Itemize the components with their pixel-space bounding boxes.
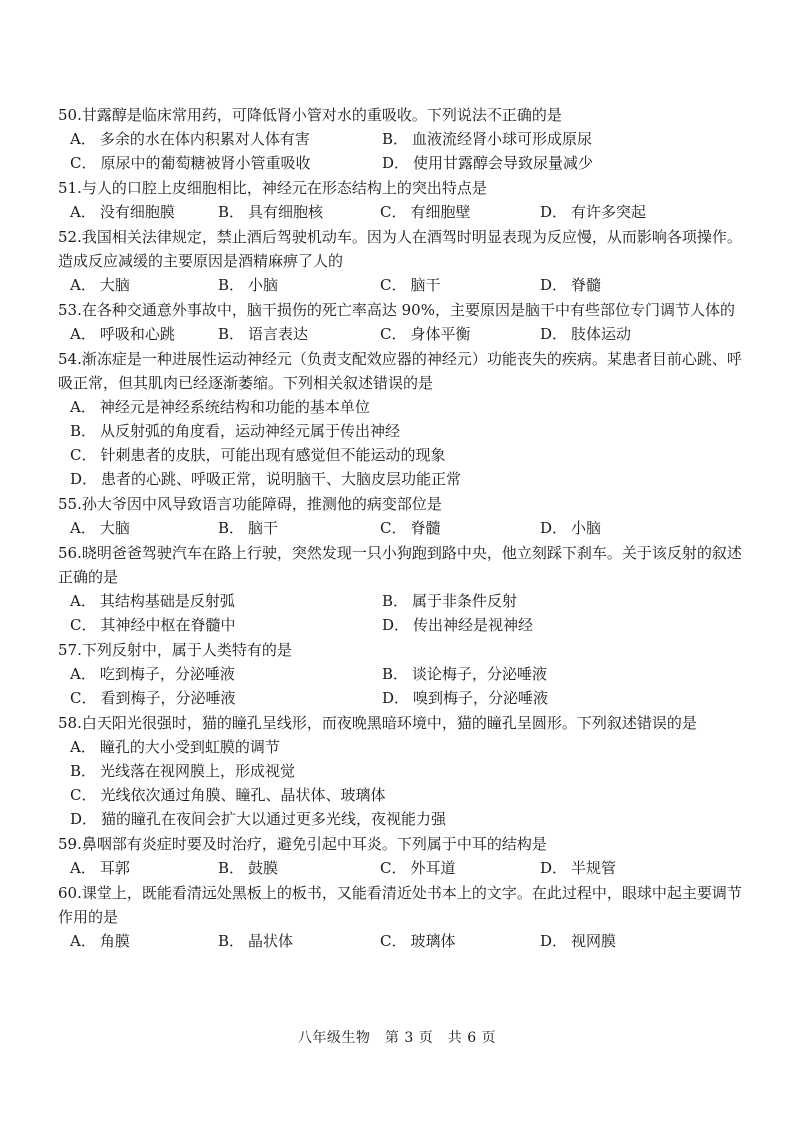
- option-letter: D．: [540, 519, 568, 537]
- option-c: [380, 856, 540, 880]
- question-text: 渐冻症是一种进展性运动神经元（负责支配效应器的神经元）功能丧失的疾病。某患者目前心跳、呼吸正常，但其肌肉已经逐渐萎缩。下列相关叙述错误的是: [58, 350, 742, 392]
- option-letter: A．: [70, 203, 96, 221]
- option-list: [58, 662, 748, 710]
- option-letter: A．: [70, 398, 96, 416]
- option-a: [70, 273, 218, 297]
- option-text: 吃到梅子，分泌唾液: [99, 665, 235, 683]
- question-stem: [58, 176, 748, 200]
- option-letter: C．: [380, 276, 407, 294]
- option-text: 光线依次通过角膜、瞳孔、晶状体、玻璃体: [100, 786, 386, 804]
- question-59: [58, 832, 748, 880]
- option-letter: C．: [70, 446, 97, 464]
- option-text: 脊髓: [410, 519, 441, 537]
- option-text: 脑干: [410, 276, 441, 294]
- option-c: [70, 151, 382, 175]
- option-letter: B．: [218, 859, 245, 877]
- option-letter: C．: [380, 859, 407, 877]
- question-text: 甘露醇是临床常用药，可降低肾小管对水的重吸收。下列说法不正确的是: [81, 106, 562, 124]
- option-c: [70, 686, 382, 710]
- option-text: 针刺患者的皮肤，可能出现有感觉但不能运动的现象: [100, 446, 446, 464]
- option-c: [380, 516, 540, 540]
- option-b: [218, 273, 380, 297]
- option-text: 患者的心跳、呼吸正常，说明脑干、大脑皮层功能正常: [101, 470, 462, 488]
- option-c: [380, 929, 540, 953]
- option-text: 谈论梅子，分泌唾液: [412, 665, 548, 683]
- option-d: [70, 467, 748, 491]
- question-text: 与人的口腔上皮细胞相比，神经元在形态结构上的突出特点是: [81, 179, 487, 197]
- question-text: 晓明爸爸驾驶汽车在路上行驶，突然发现一只小狗跑到路中央，他立刻踩下刹车。关于该反射的叙述正确的是: [58, 544, 742, 586]
- option-b: [218, 200, 380, 224]
- option-list: [58, 273, 748, 297]
- option-text: 脊髓: [571, 276, 602, 294]
- option-c: [380, 322, 540, 346]
- option-c: [380, 273, 540, 297]
- page-footer: 八年级生物 第 3 页 共 6 页: [297, 1030, 497, 1046]
- option-text: 小脑: [571, 519, 602, 537]
- option-text: 看到梅子，分泌唾液: [100, 689, 236, 707]
- option-text: 从反射弧的角度看，运动神经元属于传出神经: [100, 422, 401, 440]
- option-letter: A．: [70, 325, 96, 343]
- option-a: [70, 200, 218, 224]
- question-stem: [58, 711, 748, 735]
- option-letter: C．: [70, 689, 97, 707]
- question-number: 58.: [58, 714, 82, 732]
- option-b: [382, 589, 748, 613]
- question-60: [58, 881, 748, 953]
- option-a: [70, 395, 748, 419]
- question-58: [58, 711, 748, 831]
- question-stem: [58, 225, 748, 273]
- question-number: 53.: [58, 301, 82, 319]
- option-letter: D．: [540, 325, 568, 343]
- option-text: 光线落在视网膜上，形成视觉: [100, 762, 296, 780]
- option-d: [70, 807, 748, 831]
- option-text: 呼吸和心跳: [99, 325, 175, 343]
- question-text: 在各种交通意外事故中，脑干损伤的死亡率高达 90%，主要原因是脑干中有些部位专门调节人体的: [81, 301, 735, 319]
- option-letter: D．: [540, 276, 568, 294]
- question-number: 59.: [58, 835, 82, 853]
- option-d: [540, 856, 748, 880]
- option-letter: D．: [382, 154, 410, 172]
- exam-page: [58, 103, 748, 954]
- option-text: 多余的水在体内积累对人体有害: [99, 130, 310, 148]
- option-text: 使用甘露醇会导致尿量减少: [413, 154, 594, 172]
- option-c: [380, 200, 540, 224]
- option-letter: B．: [382, 592, 409, 610]
- option-list: [58, 735, 748, 831]
- option-text: 耳郭: [99, 859, 130, 877]
- question-54: [58, 347, 748, 491]
- question-stem: [58, 347, 748, 395]
- option-text: 属于非条件反射: [412, 592, 518, 610]
- option-letter: D．: [382, 689, 410, 707]
- question-text: 鼻咽部有炎症时要及时治疗，避免引起中耳炎。下列属于中耳的结构是: [81, 835, 547, 853]
- option-letter: B．: [70, 422, 97, 440]
- option-b: [218, 929, 380, 953]
- option-letter: B．: [218, 932, 245, 950]
- option-text: 视网膜: [571, 932, 617, 950]
- question-text: 白天阳光很强时，猫的瞳孔呈线形，而夜晚黑暗环境中，猫的瞳孔呈圆形。下列叙述错误的是: [81, 714, 697, 732]
- option-text: 嗅到梅子，分泌唾液: [413, 689, 549, 707]
- option-text: 具有细胞核: [248, 203, 324, 221]
- option-letter: C．: [70, 616, 97, 634]
- option-text: 肢体运动: [571, 325, 632, 343]
- option-letter: B．: [382, 130, 409, 148]
- option-d: [540, 200, 748, 224]
- option-text: 猫的瞳孔在夜间会扩大以通过更多光线，夜视能力强: [101, 810, 447, 828]
- option-b: [382, 127, 748, 151]
- question-number: 54.: [58, 350, 82, 368]
- option-a: [70, 662, 382, 686]
- option-text: 鼓膜: [248, 859, 279, 877]
- option-letter: A．: [70, 859, 96, 877]
- question-number: 52.: [58, 228, 82, 246]
- question-55: [58, 492, 748, 540]
- option-letter: A．: [70, 519, 96, 537]
- option-list: [58, 856, 748, 880]
- question-text: 我国相关法律规定，禁止酒后驾驶机动车。因为人在酒驾时明显表现为反应慢，从而影响各项操作。造成反应减缓的主要原因是酒精麻痹了人的: [58, 228, 742, 270]
- option-text: 小脑: [248, 276, 279, 294]
- option-text: 没有细胞膜: [99, 203, 175, 221]
- option-a: [70, 322, 218, 346]
- question-stem: [58, 832, 748, 856]
- option-list: [58, 200, 748, 224]
- option-d: [540, 516, 748, 540]
- option-text: 晶状体: [248, 932, 294, 950]
- option-c: [70, 783, 748, 807]
- option-text: 大脑: [99, 276, 130, 294]
- question-51: [58, 176, 748, 224]
- question-stem: [58, 298, 748, 322]
- option-letter: B．: [218, 203, 245, 221]
- option-letter: B．: [218, 325, 245, 343]
- option-b: [218, 516, 380, 540]
- question-number: 57.: [58, 641, 82, 659]
- option-a: [70, 589, 382, 613]
- option-d: [382, 686, 748, 710]
- option-d: [540, 273, 748, 297]
- question-50: [58, 103, 748, 175]
- option-letter: A．: [70, 276, 96, 294]
- question-number: 56.: [58, 544, 82, 562]
- option-text: 大脑: [99, 519, 130, 537]
- option-b: [218, 322, 380, 346]
- option-a: [70, 127, 382, 151]
- option-letter: D．: [540, 932, 568, 950]
- option-letter: C．: [70, 154, 97, 172]
- option-letter: C．: [70, 786, 97, 804]
- option-letter: D．: [540, 859, 568, 877]
- option-a: [70, 735, 748, 759]
- option-letter: B．: [218, 276, 245, 294]
- option-d: [540, 322, 748, 346]
- option-text: 神经元是神经系统结构和功能的基本单位: [99, 398, 370, 416]
- option-c: [70, 613, 382, 637]
- option-letter: D．: [70, 810, 98, 828]
- option-b: [70, 759, 748, 783]
- option-letter: C．: [380, 325, 407, 343]
- option-letter: B．: [218, 519, 245, 537]
- option-b: [218, 856, 380, 880]
- option-letter: A．: [70, 130, 96, 148]
- option-text: 血液流经肾小球可形成原尿: [412, 130, 593, 148]
- question-number: 60.: [58, 884, 82, 902]
- option-letter: D．: [540, 203, 568, 221]
- question-53: [58, 298, 748, 346]
- question-stem: [58, 492, 748, 516]
- question-text: 下列反射中，属于人类特有的是: [81, 641, 292, 659]
- option-text: 身体平衡: [410, 325, 471, 343]
- option-text: 有细胞壁: [410, 203, 471, 221]
- option-text: 半规管: [571, 859, 617, 877]
- option-letter: A．: [70, 932, 96, 950]
- question-52: [58, 225, 748, 297]
- question-56: [58, 541, 748, 637]
- option-letter: D．: [382, 616, 410, 634]
- option-letter: D．: [70, 470, 98, 488]
- option-letter: C．: [380, 932, 407, 950]
- question-number: 51.: [58, 179, 82, 197]
- question-number: 55.: [58, 495, 82, 513]
- option-letter: C．: [380, 203, 407, 221]
- option-text: 传出神经是视神经: [413, 616, 534, 634]
- option-text: 原尿中的葡萄糖被肾小管重吸收: [100, 154, 311, 172]
- option-list: [58, 929, 748, 953]
- option-c: [70, 443, 748, 467]
- option-letter: A．: [70, 592, 96, 610]
- option-text: 瞳孔的大小受到虹膜的调节: [99, 738, 280, 756]
- option-text: 有许多突起: [571, 203, 647, 221]
- option-a: [70, 929, 218, 953]
- question-stem: [58, 638, 748, 662]
- option-a: [70, 516, 218, 540]
- option-letter: A．: [70, 738, 96, 756]
- option-letter: B．: [70, 762, 97, 780]
- option-list: [58, 322, 748, 346]
- question-text: 课堂上，既能看清远处黑板上的板书，又能看清近处书本上的文字。在此过程中，眼球中起主要调节作用的是: [58, 884, 742, 926]
- option-d: [382, 613, 748, 637]
- option-list: [58, 395, 748, 491]
- option-a: [70, 856, 218, 880]
- option-text: 其神经中枢在脊髓中: [100, 616, 236, 634]
- option-letter: B．: [382, 665, 409, 683]
- option-text: 脑干: [248, 519, 279, 537]
- question-stem: [58, 881, 748, 929]
- question-stem: [58, 103, 748, 127]
- option-d: [540, 929, 748, 953]
- question-57: [58, 638, 748, 710]
- option-list: [58, 127, 748, 175]
- option-b: [382, 662, 748, 686]
- option-text: 外耳道: [410, 859, 456, 877]
- option-b: [70, 419, 748, 443]
- option-text: 角膜: [99, 932, 130, 950]
- option-text: 玻璃体: [410, 932, 456, 950]
- option-letter: C．: [380, 519, 407, 537]
- option-letter: A．: [70, 665, 96, 683]
- option-text: 其结构基础是反射弧: [99, 592, 235, 610]
- option-list: [58, 516, 748, 540]
- question-stem: [58, 541, 748, 589]
- option-list: [58, 589, 748, 637]
- option-text: 语言表达: [248, 325, 309, 343]
- question-text: 孙大爷因中风导致语言功能障碍，推测他的病变部位是: [81, 495, 442, 513]
- question-number: 50.: [58, 106, 82, 124]
- option-d: [382, 151, 748, 175]
